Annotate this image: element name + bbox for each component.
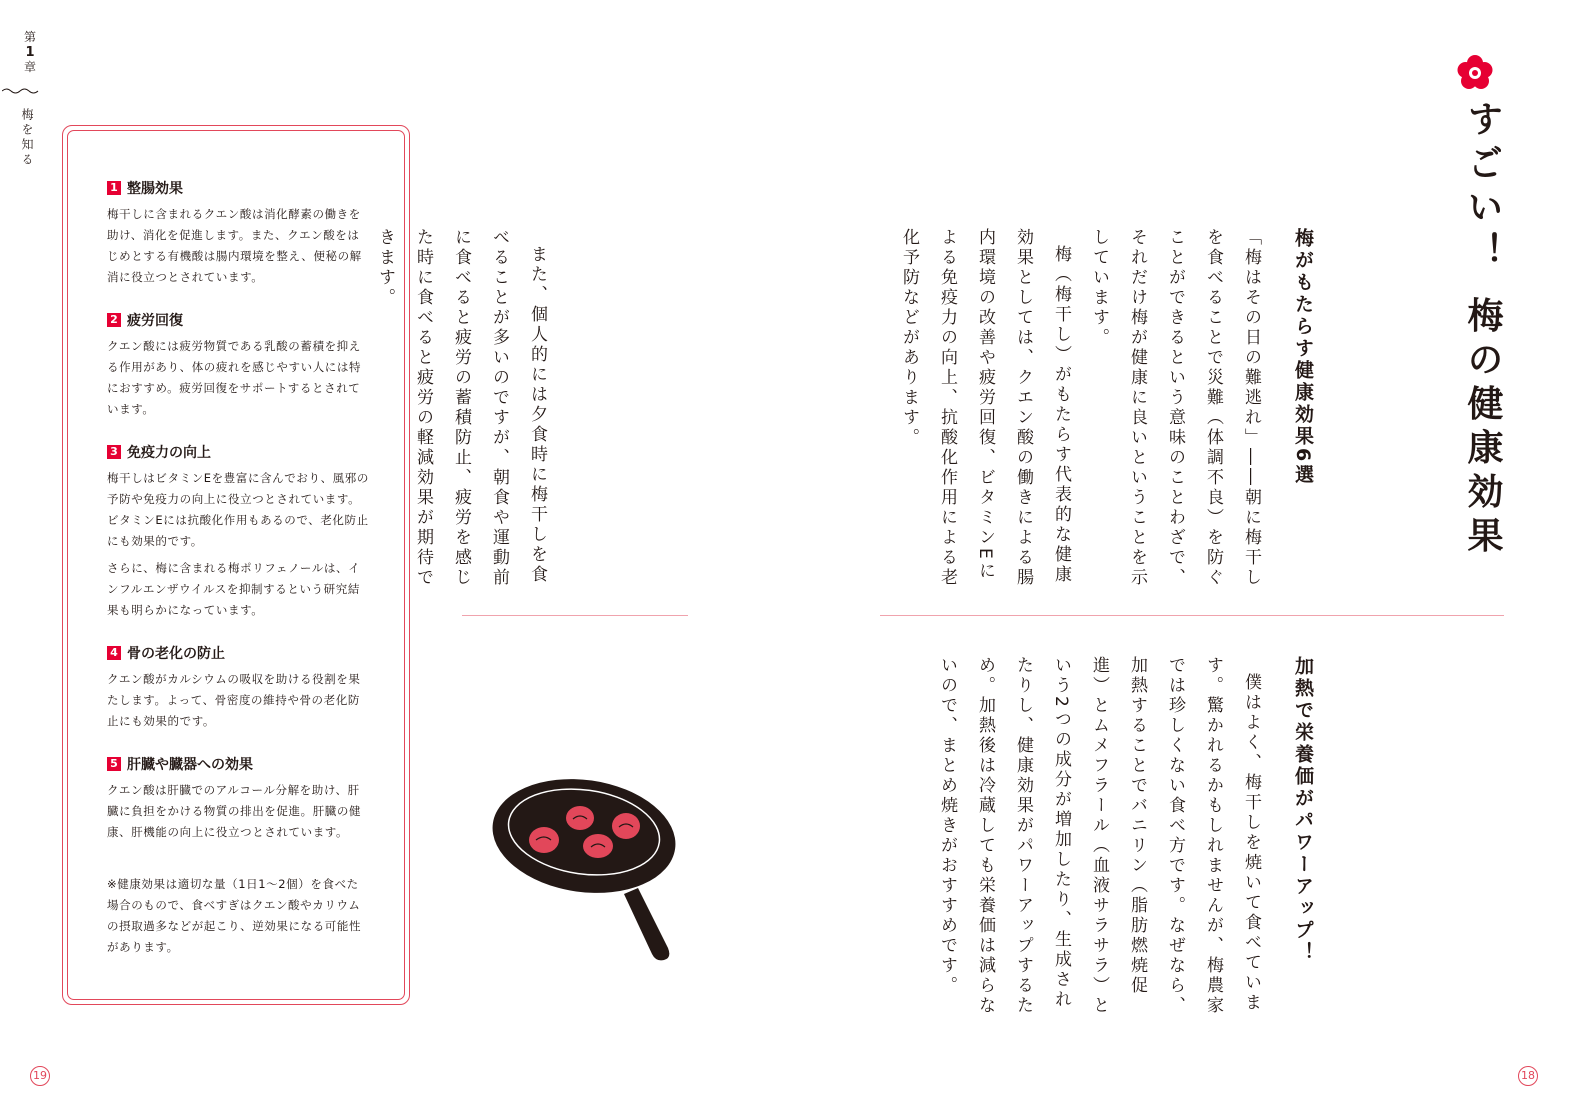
benefit-body: 梅干しに含まれるクエン酸は消化酵素の働きを助け、消化を促進します。また、クエン酸をはじめとする有機酸は腸内環境を整え、便秘の解消に役立つとされています。 bbox=[107, 207, 362, 284]
health-note: ※健康効果は適切な量（1日1〜2個）を食べた場合のもので、食べすぎはクエン酸やカリウムの摂取過多などが起こり、逆効果になる可能性があります。 bbox=[107, 877, 362, 954]
section2-block bbox=[928, 656, 1322, 1016]
chapter-label-bottom: 章 bbox=[23, 60, 36, 74]
benefits-box bbox=[62, 125, 410, 1005]
chapter-number: 1 bbox=[25, 45, 35, 60]
wave-divider-icon bbox=[2, 87, 40, 95]
section2-heading: 加熱で栄養価がパワーアップ！ bbox=[1292, 656, 1314, 964]
section1-paragraph: 梅（梅干し）がもたらす代表的な健康効果としては、クエン酸の働きによる腸内環境の改善や疲労回復、ビタミンEによる免疫力の向上、抗酸化作用による老化予防などがあります。 bbox=[899, 228, 1071, 588]
frying-pan-umeboshi-illustration bbox=[488, 770, 688, 970]
benefit-number-badge: 5 bbox=[107, 757, 121, 771]
chapter-tab bbox=[18, 30, 42, 75]
benefit-item bbox=[107, 643, 369, 732]
section2-paragraph: 僕はよく、梅干しを焼いて食べています。驚かれるかもしれませんが、梅農家では珍しくない食べ方です。なぜなら、加熱することでバニリン（脂肪燃焼促進）とムメフラール（血液サラサラ）という2つの成分が増加したり、生成されたりし、健康効果がパワーアップするため。加熱後は冷蔵しても栄養価は減らないので、まとめ焼きがおすすめです。 bbox=[937, 656, 1261, 1016]
section1-block bbox=[890, 228, 1322, 596]
page-title: すごい！ 梅の健康効果 bbox=[1462, 100, 1503, 561]
benefit-body: クエン酸には疲労物質である乳酸の蓄積を抑える作用があり、体の疲れを感じやすい人には特におすすめ。疲労回復をサポートするとされています。 bbox=[107, 339, 362, 416]
benefit-body: クエン酸は肝臓でのアルコール分解を助け、肝臓に負担をかける物質の排出を促進。肝臓の健康、肝機能の向上に役立つとされています。 bbox=[107, 783, 362, 839]
benefits-list bbox=[107, 178, 369, 865]
section3-paragraph: また、個人的には夕食時に梅干しを食べることが多いのですが、朝食や運動前に食べると疲労の蓄積防止、疲労を感じた時に食べると疲労の軽減効果が期待できます。 bbox=[375, 228, 547, 588]
benefit-body: クエン酸がカルシウムの吸収を助ける役割を果たします。よって、骨密度の維持や骨の老化防止にも効果的です。 bbox=[107, 672, 361, 728]
benefit-title: 疲労回復 bbox=[127, 313, 183, 329]
benefit-number-badge: 1 bbox=[107, 181, 121, 195]
section-divider bbox=[880, 615, 1504, 616]
page-number-right: 18 bbox=[1518, 1066, 1538, 1086]
benefit-number-badge: 3 bbox=[107, 445, 121, 459]
benefit-title: 整腸効果 bbox=[127, 181, 183, 197]
section1-heading: 梅がもたらす健康効果6選 bbox=[1292, 228, 1314, 487]
page-number-left: 19 bbox=[30, 1066, 50, 1086]
benefit-title: 免疫力の向上 bbox=[127, 445, 211, 461]
ume-flower-icon bbox=[1455, 53, 1495, 93]
benefit-item bbox=[107, 442, 369, 621]
benefit-item bbox=[107, 310, 369, 420]
section1-paragraph: 「梅はその日の難逃れ」――朝に梅干しを食べることで災難（体調不良）を防ぐことができるという意味のことわざで、それだけ梅が健康に良いということを示しています。 bbox=[1089, 228, 1261, 588]
benefit-item bbox=[107, 178, 369, 288]
benefit-number-badge: 4 bbox=[107, 646, 121, 660]
chapter-label-top: 第 bbox=[23, 30, 36, 44]
benefit-title: 肝臓や臓器への効果 bbox=[127, 757, 253, 773]
section-divider bbox=[462, 615, 688, 616]
benefit-title: 骨の老化の防止 bbox=[127, 646, 225, 662]
benefit-number-badge: 2 bbox=[107, 313, 121, 327]
benefit-extra: さらに、梅に含まれる梅ポリフェノールは、インフルエンザウイルスを抑制するという研究結果も明らかになっています。 bbox=[107, 561, 361, 617]
chapter-subtitle: 梅を知る bbox=[20, 108, 34, 168]
benefit-body: 梅干しはビタミンEを豊富に含んでおり、風邪の予防や免疫力の向上に役立つとされています。ビタミンEには抗酸化作用もあるので、老化防止にも効果的です。 bbox=[107, 471, 369, 548]
benefit-item bbox=[107, 754, 369, 843]
